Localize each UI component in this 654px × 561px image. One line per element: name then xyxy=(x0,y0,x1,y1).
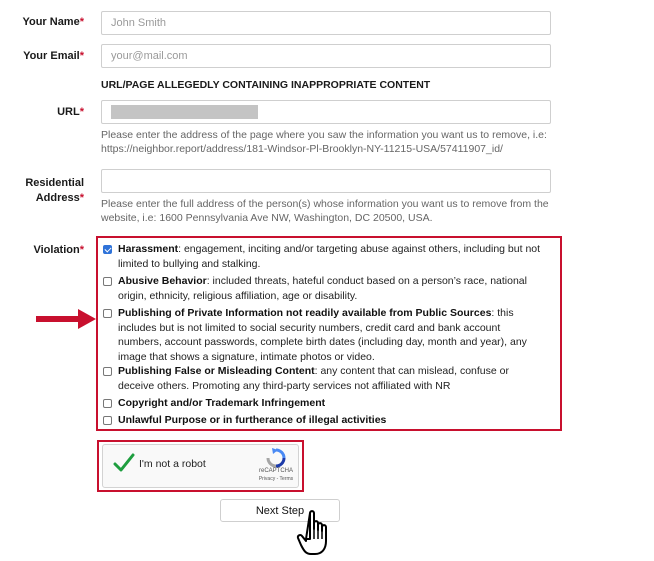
violation-option-private-information[interactable]: Publishing of Private Information not readily available from Public Sources: this includes but is not limited to social security numbers, credit card and bank account numbers, account passwords, complete birth dates (including day, month and year), any image that shows a signature, intimate photos or video. xyxy=(101,306,546,364)
violation-option-false-content[interactable]: Publishing False or Misleading Content: any content that can mislead, confuse or deceive others. Promoting any third-party services not affiliated with NR xyxy=(101,364,546,393)
checkmark-icon[interactable] xyxy=(113,452,135,474)
checkbox[interactable] xyxy=(103,399,112,408)
recaptcha-brand: reCAPTCHA xyxy=(258,468,293,474)
arrow-right-icon xyxy=(36,309,98,329)
email-placeholder: your@mail.com xyxy=(111,50,188,62)
url-label: URL* xyxy=(57,106,84,118)
checkbox[interactable] xyxy=(103,277,112,286)
name-input[interactable] xyxy=(101,11,551,35)
violation-option-abusive-behavior[interactable]: Abusive Behavior: included threats, hateful conduct based on a person’s race, national origin, ethnicity, religious affiliation, age or disability. xyxy=(101,274,546,303)
address-label: Residential Address* xyxy=(25,177,84,204)
recaptcha-links[interactable]: Privacy - Terms xyxy=(258,476,294,482)
checkbox[interactable] xyxy=(103,245,112,254)
hand-pointer-icon xyxy=(296,509,338,557)
name-placeholder: John Smith xyxy=(111,17,167,29)
name-label: Your Name* xyxy=(22,16,84,28)
url-section-title: URL/PAGE ALLEGEDLY CONTAINING INAPPROPRIATE CONTENT xyxy=(101,79,431,91)
violation-option-harassment[interactable]: Harassment: engagement, inciting and/or targeting abuse against others, including but not limited to bullying and stalking. xyxy=(101,242,546,271)
checkbox[interactable] xyxy=(103,367,112,376)
violation-option-copyright[interactable]: Copyright and/or Trademark Infringement xyxy=(101,396,546,411)
recaptcha-widget xyxy=(102,444,299,488)
url-input[interactable] xyxy=(101,100,551,124)
next-step-label: Next Step xyxy=(255,504,305,517)
email-label: Your Email* xyxy=(23,50,84,62)
email-input[interactable] xyxy=(101,44,551,68)
url-redacted-value xyxy=(111,105,258,119)
violation-label: Violation* xyxy=(33,244,84,256)
checkbox[interactable] xyxy=(103,416,112,425)
recaptcha-logo-icon xyxy=(266,448,286,468)
recaptcha-label: I'm not a robot xyxy=(139,458,206,470)
checkbox[interactable] xyxy=(103,309,112,318)
address-help-text: Please enter the full address of the person(s) whose information you want us to remove from the website, i.e: 1600 Pennsylvania Ave NW, Washington, DC 20500, USA. xyxy=(101,198,549,224)
violation-option-unlawful-purpose[interactable]: Unlawful Purpose or in furtherance of illegal activities xyxy=(101,413,546,428)
url-help-text: Please enter the address of the page where you saw the information you want us to remove, i.e: https://neighbor.report/address/181-Windsor-Pl-Brooklyn-NY-11215-USA/57411907_id/ xyxy=(101,129,547,155)
address-input[interactable] xyxy=(101,169,551,193)
